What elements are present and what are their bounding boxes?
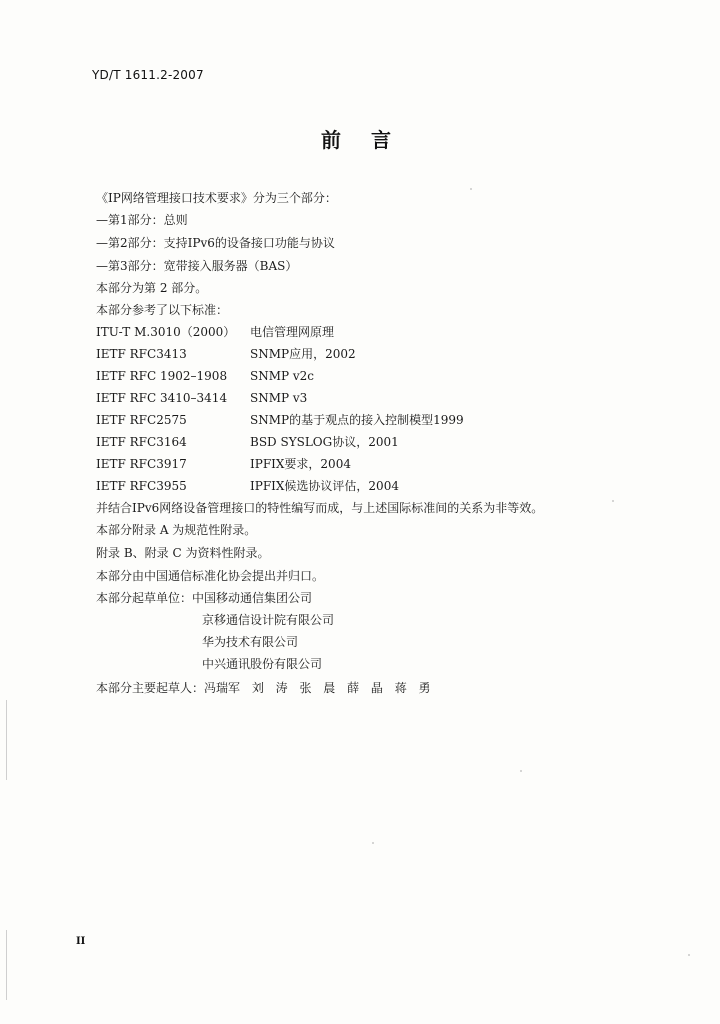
scan-edge-mark xyxy=(6,930,7,1000)
standard-row xyxy=(96,412,464,428)
scan-speck xyxy=(520,770,522,772)
standard-code: IETF RFC3164 xyxy=(96,435,187,449)
drafting-units xyxy=(96,590,312,606)
standard-row xyxy=(96,346,356,362)
drafting-org: 中兴通讯股份有限公司 xyxy=(202,657,323,671)
scan-speck xyxy=(612,500,614,502)
standard-name: SNMP v3 xyxy=(250,391,308,405)
annex-bc-note: 附录 B、附录 C 为资料性附录。 xyxy=(96,546,270,560)
drafting-org: 京移通信设计院有限公司 xyxy=(202,613,335,627)
page-title: 前言 xyxy=(321,128,421,152)
proposer-note: 本部分由中国通信标准化协会提出并归口。 xyxy=(96,569,325,583)
standard-row xyxy=(96,478,399,494)
standard-name: BSD SYSLOG协议，2001 xyxy=(250,435,399,449)
standard-name: SNMP的基于观点的接入控制模型1999 xyxy=(250,413,464,427)
standard-code: IETF RFC 1902–1908 xyxy=(96,369,228,383)
annex-a-note: 本部分附录 A 为规范性附录。 xyxy=(96,523,257,537)
standard-code: ITU-T M.3010（2000） xyxy=(96,325,236,339)
standard-row xyxy=(96,324,334,340)
drafting-units-label: 本部分起草单位： xyxy=(96,591,193,605)
standard-code: IETF RFC3917 xyxy=(96,457,187,471)
page-number: II xyxy=(76,936,86,947)
drafting-org: 中国移动通信集团公司 xyxy=(192,591,313,605)
drafters-label: 本部分主要起草人： xyxy=(96,681,205,695)
part-1: —第1部分：总则 xyxy=(96,213,188,227)
standard-row xyxy=(96,368,314,384)
standard-name: 电信管理网原理 xyxy=(250,325,335,339)
drafting-org: 华为技术有限公司 xyxy=(202,635,299,649)
standard-row xyxy=(96,434,399,450)
series-intro: 《IP网络管理接口技术要求》分为三个部分： xyxy=(96,191,337,205)
standard-code: IETF RFC 3410–3414 xyxy=(96,391,228,405)
document-id: YD/T 1611.2-2007 xyxy=(92,68,204,82)
standard-row xyxy=(96,456,351,472)
standard-code: IETF RFC3955 xyxy=(96,479,187,493)
drafters-names: 冯瑞军 刘 涛 张 晨 薛 晶 蒋 勇 xyxy=(204,681,431,695)
scan-speck xyxy=(470,188,472,190)
standard-code: IETF RFC3413 xyxy=(96,347,187,361)
drafters-line xyxy=(96,680,431,696)
part-3: —第3部分：宽带接入服务器（BAS） xyxy=(96,259,298,273)
references-intro: 本部分参考了以下标准： xyxy=(96,303,229,317)
standard-name: SNMP应用，2002 xyxy=(250,347,356,361)
scan-speck xyxy=(372,842,374,844)
equivalence-note: 并结合IPv6网络设备管理接口的特性编写而成，与上述国际标准间的关系为非等效。 xyxy=(96,501,544,515)
standard-row xyxy=(96,390,307,406)
standard-name: IPFIX要求，2004 xyxy=(250,457,351,471)
standard-name: IPFIX候选协议评估，2004 xyxy=(250,479,399,493)
part-2: —第2部分：支持IPv6的设备接口功能与协议 xyxy=(96,236,335,250)
standard-code: IETF RFC2575 xyxy=(96,413,187,427)
standard-name: SNMP v2c xyxy=(250,369,315,383)
this-part-note: 本部分为第 2 部分。 xyxy=(96,281,208,295)
scan-speck xyxy=(688,954,690,956)
scan-edge-mark xyxy=(6,700,7,780)
